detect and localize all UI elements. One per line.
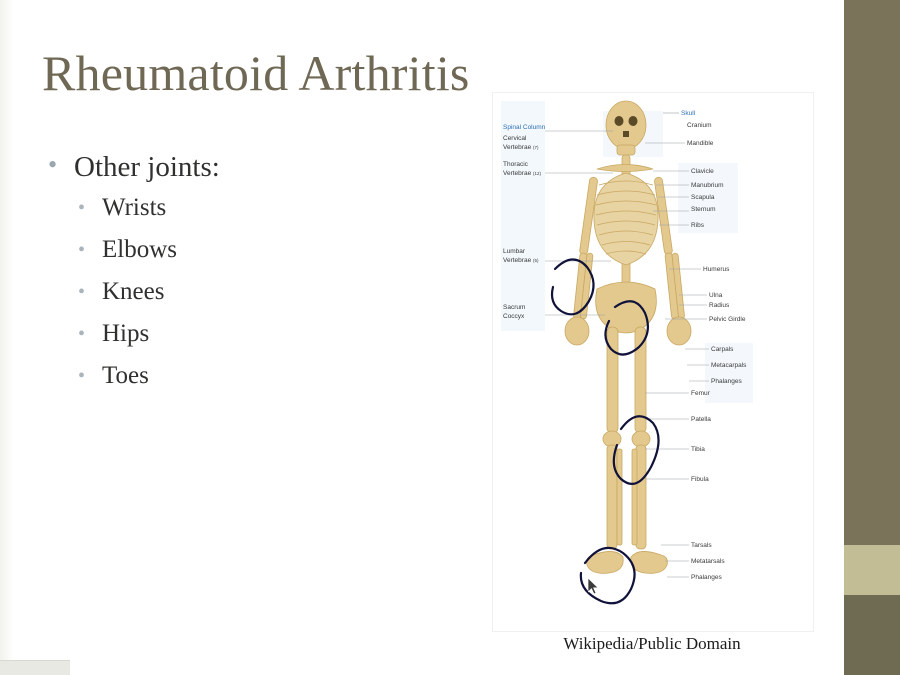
bullet-list xyxy=(48,150,518,404)
list-item xyxy=(78,320,518,348)
list-item xyxy=(78,362,518,390)
list-item xyxy=(78,194,518,222)
svg-text:Thoracic: Thoracic xyxy=(503,161,528,168)
svg-text:Cranium: Cranium xyxy=(687,122,712,129)
bullet-marker-icon: • xyxy=(78,239,86,261)
svg-text:Ulna: Ulna xyxy=(709,292,723,299)
svg-text:Femur: Femur xyxy=(691,390,710,397)
bullet-marker-icon: • xyxy=(78,365,86,387)
svg-text:Skull: Skull xyxy=(681,110,696,117)
bullet-main-label: Other joints: xyxy=(74,151,220,183)
svg-text:Ribs: Ribs xyxy=(691,222,705,229)
svg-text:Cervical: Cervical xyxy=(503,135,527,142)
sub-bullet-label: Toes xyxy=(102,362,149,389)
svg-text:Pelvic Girdle: Pelvic Girdle xyxy=(709,316,746,323)
svg-text:Lumbar: Lumbar xyxy=(503,248,526,255)
right-band-dark-lower xyxy=(844,595,900,675)
svg-text:Metacarpals: Metacarpals xyxy=(711,362,747,369)
sub-bullet-label: Wrists xyxy=(102,194,167,221)
bullet-marker-icon: • xyxy=(78,323,86,345)
svg-text:Phalanges: Phalanges xyxy=(691,574,722,581)
skeleton-diagram xyxy=(492,92,814,632)
svg-text:Mandible: Mandible xyxy=(687,140,714,147)
list-item xyxy=(78,278,518,306)
svg-text:Vertebrae (5): Vertebrae (5) xyxy=(503,257,539,264)
svg-text:Tarsals: Tarsals xyxy=(691,542,712,549)
svg-text:Patella: Patella xyxy=(691,416,711,423)
sub-bullet-label: Hips xyxy=(102,320,150,347)
svg-text:Vertebrae (7): Vertebrae (7) xyxy=(503,144,539,151)
left-accent-strip xyxy=(0,0,14,675)
bullet-marker-icon: • xyxy=(48,150,58,179)
svg-text:Sacrum: Sacrum xyxy=(503,304,526,311)
figure-caption: Wikipedia/Public Domain xyxy=(563,634,741,653)
svg-text:Spinal Column: Spinal Column xyxy=(503,124,546,131)
list-item xyxy=(78,236,518,264)
bullet-marker-icon: • xyxy=(78,281,86,303)
sub-bullet-label: Knees xyxy=(102,278,165,305)
page-title: Rheumatoid Arthritis xyxy=(42,45,470,101)
svg-text:Clavicle: Clavicle xyxy=(691,168,714,175)
svg-text:Tibia: Tibia xyxy=(691,446,705,453)
mouse-cursor-icon xyxy=(588,578,600,596)
svg-text:Scapula: Scapula xyxy=(691,194,715,201)
svg-text:Phalanges: Phalanges xyxy=(711,378,742,385)
svg-text:Vertebrae (12): Vertebrae (12) xyxy=(503,170,542,177)
list-item xyxy=(48,150,518,184)
svg-text:Humerus: Humerus xyxy=(703,266,730,273)
svg-text:Manubrium: Manubrium xyxy=(691,182,724,189)
svg-text:Radius: Radius xyxy=(709,302,730,309)
svg-text:Fibula: Fibula xyxy=(691,476,709,483)
bullet-marker-icon: • xyxy=(78,197,86,219)
sub-bullet-list xyxy=(78,194,518,390)
right-band-light xyxy=(844,545,900,595)
svg-text:Sternum: Sternum xyxy=(691,206,716,213)
sub-bullet-label: Elbows xyxy=(102,236,177,263)
svg-text:Carpals: Carpals xyxy=(711,346,734,353)
svg-text:Coccyx: Coccyx xyxy=(503,313,525,320)
svg-text:Metatarsals: Metatarsals xyxy=(691,558,725,565)
taskbar-artifact xyxy=(0,660,70,675)
right-band-dark xyxy=(844,0,900,545)
